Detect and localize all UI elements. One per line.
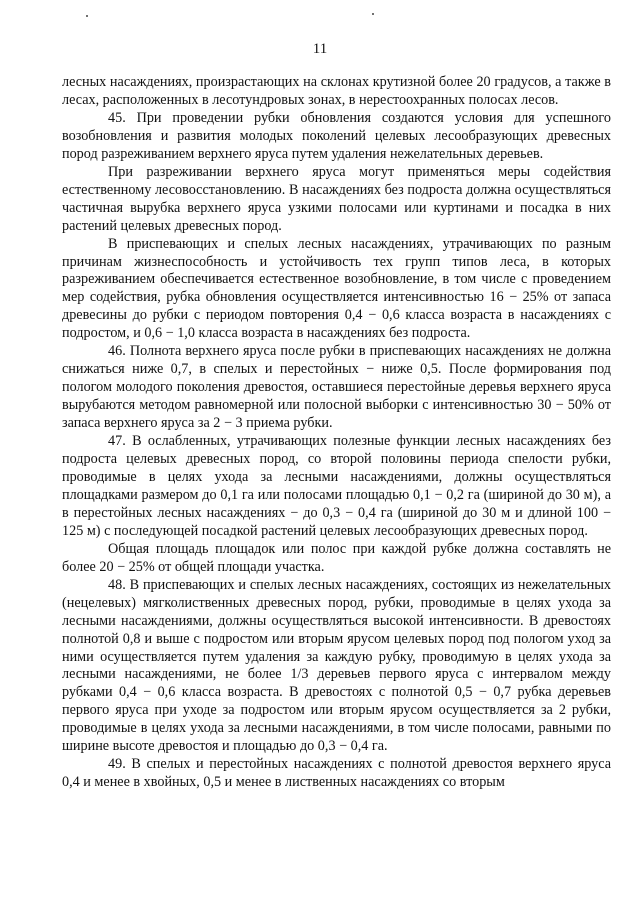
paragraph-continuation: лесных насаждениях, произрастающих на склонах крутизной более 20 градусов, а также в лесах, расположенных в лесотундровых зонах, в нерестоохранных полосах лесов. xyxy=(62,74,611,108)
page-number: 11 xyxy=(312,41,328,57)
scan-speck xyxy=(372,13,374,15)
document-body xyxy=(62,74,611,792)
paragraph-45: 45. При проведении рубки обновления создаются условия для успешного возобновления и развития молодых поколений целевых лесообразующих древесных пород разреживанием верхнего яруса путем удаления нежелательных деревьев. xyxy=(62,109,611,162)
paragraph-49: 49. В спелых и перестойных насаждениях с полнотой древостоя верхнего яруса 0,4 и менее в хвойных, 0,5 и менее в лиственных насаждениях со вторым xyxy=(62,756,611,791)
paragraph-47-area: Общая площадь площадок или полос при каждой рубке должна составлять не более 20 − 25% от общей площади участка. xyxy=(62,540,611,575)
paragraph-46: 46. Полнота верхнего яруса после рубки в приспевающих насаждениях не должна снижаться ниже 0,7, в спелых и перестойных − ниже 0,5. После формирования под пологом молодого поколения древостоя, оставшиеся перестойные деревья верхнего яруса вырубаются методом равномерной или полосной выборки с интенсивностью 30 − 50% от запаса верхнего яруса за 2 − 3 приема рубки. xyxy=(62,343,611,432)
scan-speck xyxy=(86,15,88,17)
paragraph-45-intensity: В приспевающих и спелых лесных насаждениях, утрачивающих по разным причинам жизнеспособность и устойчивость тех групп типов леса, в которых разреживанием обеспечивается естественное возобновление, в том числе с проведением мер содействия, рубка обновления осуществляется интенсивностью 16 − 25% от запаса древесины до рубки с периодом повторения 0,4 − 0,6 класса возраста в насаждениях с подростом, и 0,6 − 1,0 класса возраста в насаждениях без подроста. xyxy=(62,235,611,342)
paragraph-48: 48. В приспевающих и спелых лесных насаждениях, состоящих из нежелательных (нецелевых) мягколиственных древесных пород, рубки, проводимые в целях ухода за лесными насаждениями, должны осуществляться высокой интенсивности. В древостоях полнотой 0,8 и выше с подростом или вторым ярусом целевых пород под пологом уход за ними осуществляется путем удаления за каждую рубку, проводимую в целях ухода за лесными насаждениями, не более 1/3 деревьев первого яруса с интервалом между рубками 0,4 − 0,6 класса возраста. В древостоях с полнотой 0,5 − 0,7 рубка деревьев первого яруса при уходе за подростом или вторым ярусом осуществляется за 2 рубки, проводимые в целях ухода за лесными насаждениями, в том числе полосами, равными по ширине высоте древостоя и площадью до 0,3 − 0,4 га. xyxy=(62,576,611,755)
paragraph-47: 47. В ослабленных, утрачивающих полезные функции лесных насаждениях без подроста целевых древесных пород, со второй половины периода спелости рубки, проводимые в целях ухода за лесными насаждениями, должны осуществляться площадками размером до 0,1 га или полосами площадью 0,1 − 0,2 га (шириной до 30 м), а в перестойных лесных насаждениях − до 0,3 − 0,4 га (шириной до 30 м и длиной 100 − 125 м) с последующей посадкой растений целевых лесообразующих древесных пород. xyxy=(62,433,611,539)
paragraph-45-thinning: При разреживании верхнего яруса могут применяться меры содействия естественному лесовосстановлению. В насаждениях без подроста должна осуществляться частичная вырубка верхнего яруса узкими полосами или куртинами и посадка в них растений целевых древесных пород. xyxy=(62,163,611,234)
